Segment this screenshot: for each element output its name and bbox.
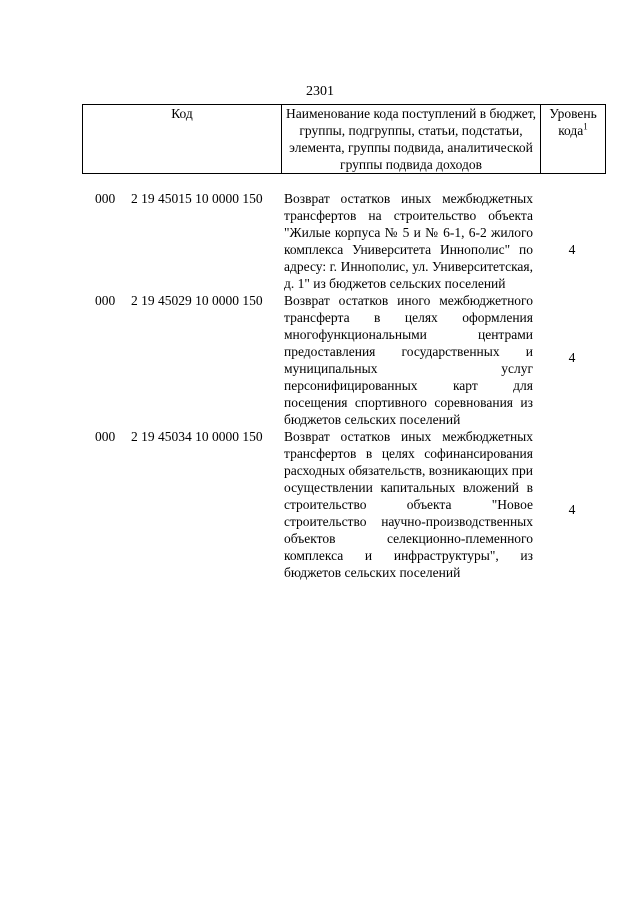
- table-row: [0, 292, 640, 428]
- table-row: [0, 428, 640, 581]
- row-description: Возврат остатков иных межбюджетных трансфертов на строительство объекта "Жилые корпуса № 5 и № 6-1, 6-2 жилого комплекса Университета Иннополис" по адресу: г. Иннополис, ул. Университетская, д. 1" из бюджетов сельских поселений: [284, 191, 533, 291]
- row-admin-code: 000: [95, 293, 116, 308]
- row-level: 4: [568, 502, 576, 517]
- header-level-label: Уровень кода: [549, 106, 597, 138]
- row-description: Возврат остатков иного межбюджетного трансферта в целях оформления многофункциональными центрами предоставления государственных и муниципальных услуг персонифицированных карт для посещения спортивного соревнования из бюджетов сельских поселений: [284, 293, 533, 427]
- header-code-label: Код: [171, 106, 193, 121]
- header-name-label: Наименование кода поступлений в бюджет, группы, подгруппы, статьи, подстатьи, элемента, группы подвида, аналитической группы подвида доходов: [285, 106, 536, 172]
- row-level: 4: [568, 350, 576, 365]
- row-income-code: 2 19 45034 10 0000 150: [131, 429, 263, 444]
- row-admin-code: 000: [95, 429, 116, 444]
- header-name: [282, 105, 541, 174]
- row-income-code: 2 19 45015 10 0000 150: [131, 191, 263, 206]
- row-income-code: 2 19 45029 10 0000 150: [131, 293, 263, 308]
- table-row: [0, 190, 640, 292]
- row-level: 4: [568, 242, 576, 257]
- row-admin-code: 000: [95, 191, 116, 206]
- table-header: [82, 104, 606, 174]
- header-level: [541, 105, 606, 174]
- page-number: 2301: [306, 84, 334, 99]
- header-code: [83, 105, 282, 174]
- level-footnote-mark: 1: [583, 121, 588, 132]
- row-description: Возврат остатков иных межбюджетных трансфертов в целях софинансирования расходных обязательств, возникающих при осуществлении капитальных вложений в строительство объекта "Новое строительство научно-производственных объектов селекционно-племенного комплекса и инфраструктуры", из бюджетов сельских поселений: [284, 429, 533, 580]
- table-body: [0, 190, 640, 581]
